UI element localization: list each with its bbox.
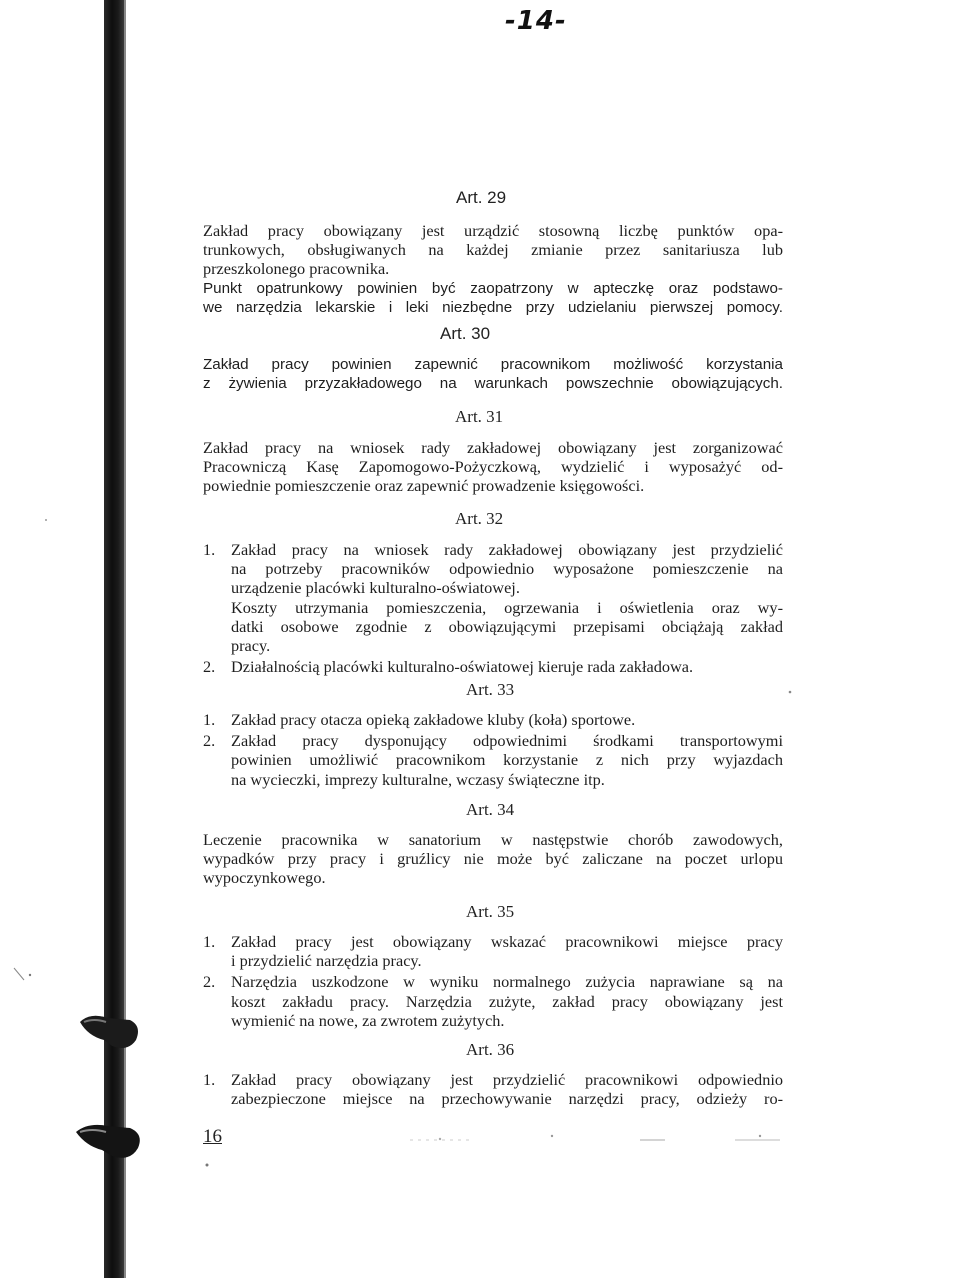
list-item	[203, 972, 783, 1030]
article-33-list	[203, 710, 783, 791]
text-line: Koszty utrzymania pomieszczenia, ogrzewania i oświetlenia oraz wy-	[231, 597, 783, 617]
text-line: Narzędzia uszkodzone w wyniku normalnego zużycia naprawiane są na	[231, 972, 783, 992]
article-heading: Art. 36	[466, 1040, 515, 1059]
text-line: Zakład pracy otacza opieką zakładowe kluby (koła) sportowe.	[231, 710, 636, 729]
text-line: pracy.	[231, 636, 271, 656]
list-item	[203, 932, 783, 970]
article-34-text	[203, 830, 783, 888]
list-item	[203, 710, 783, 729]
text-line: Pracowniczą Kasę Zapomogowo-Pożyczkową, wydzielić i wyposażyć od-	[203, 457, 783, 477]
article-29-text	[203, 221, 783, 279]
text-line: na wycieczki, imprezy kulturalne, wczasy świąteczne itp.	[231, 769, 605, 789]
text-line: przeszkolonego pracownika.	[203, 259, 390, 279]
text-line: Leczenie pracownika w sanatorium w następstwie chorób zawodowych,	[203, 830, 783, 849]
text-line: urządzenie placówki kulturalno-oświatowej.	[231, 578, 520, 598]
text-line: Zakład pracy jest obowiązany wskazać pracownikowi miejsce pracy	[231, 932, 783, 951]
article-35-list	[203, 932, 783, 1032]
article-heading: Art. 31	[455, 407, 504, 426]
text-line: Działalnością placówki kulturalno-oświatowej kieruje rada zakładowa.	[231, 657, 694, 677]
text-line: wypadków przy pracy i gruźlicy nie może być zaliczane na poczet urlopu	[203, 849, 783, 869]
article-36-list	[203, 1070, 783, 1110]
article-heading: Art. 29	[456, 188, 507, 207]
item-number: 1.	[203, 1070, 216, 1089]
text-line: Punkt opatrunkowy powinien być zaopatrzony w apteczkę oraz podstawo-	[203, 280, 783, 297]
text-line: Zakład pracy powinien zapewnić pracownikom możliwość korzystania	[203, 356, 783, 373]
article-heading: Art. 35	[466, 902, 515, 921]
item-number: 2.	[203, 972, 216, 992]
article-30-text	[203, 355, 783, 393]
article-32-list	[203, 540, 783, 678]
text-line: trunkowych, obsługiwanych na każdej zmianie przez sanitariusza lub	[203, 240, 783, 260]
text-line: datki osobowe zgodnie z obowiązującymi przepisami obciążają zakład	[231, 616, 783, 636]
text-line: wypoczynkowego.	[203, 868, 326, 888]
item-number: 1.	[203, 540, 216, 559]
article-heading: Art. 32	[455, 509, 504, 528]
list-item	[203, 731, 783, 789]
text-line: na potrzeby pracowników odpowiednio wyposażone pomieszczenie na	[231, 559, 783, 579]
text-line: Zakład pracy dysponujący odpowiednimi środkami transportowymi	[231, 731, 783, 751]
text-line: we narzędzia lekarskie i leki niezbędne przy udzielaniu pierwszej pomocy.	[203, 299, 783, 317]
list-item	[203, 1070, 783, 1108]
article-29-text-continued	[203, 279, 783, 317]
text-line: z żywienia przyzakładowego na warunkach powszechnie obowiązujących.	[203, 375, 783, 393]
item-number: 1.	[203, 710, 216, 729]
handwritten-page-mark: -14-	[505, 6, 567, 36]
item-number: 1.	[203, 932, 216, 951]
text-line: Zakład pracy obowiązany jest urządzić stosowną liczbę punktów opa-	[203, 221, 783, 240]
page-number: 16	[203, 1126, 222, 1147]
text-line: i przydzielić narzędzia pracy.	[231, 951, 422, 971]
article-heading: Art. 30	[440, 324, 491, 343]
text-line: Zakład pracy na wniosek rady zakładowej obowiązany jest zorganizować	[203, 438, 783, 457]
list-item	[203, 540, 783, 655]
text-line: Zakład pracy na wniosek rady zakładowej obowiązany jest przydzielić	[231, 540, 783, 559]
text-line: powinien umożliwić pracownikom korzystanie z nich przy wyjazdach	[231, 750, 783, 770]
item-number: 2.	[203, 731, 216, 751]
text-line: Zakład pracy obowiązany jest przydzielić pracownikowi odpowiednio	[231, 1070, 783, 1089]
article-31-text	[203, 438, 783, 496]
text-line: powiednie pomieszczenie oraz zapewnić prowadzenie księgowości.	[203, 476, 645, 496]
item-number: 2.	[203, 657, 216, 677]
text-line: koszt zakładu pracy. Narzędzia zużyte, zakład pracy obowiązany jest	[231, 991, 783, 1011]
article-heading: Art. 33	[466, 680, 515, 699]
text-line: zabezpieczone miejsce na przechowywanie narzędzi pracy, odzieży ro-	[231, 1089, 783, 1109]
text-line: wymienić na nowe, za zwrotem zużytych.	[231, 1010, 505, 1030]
article-heading: Art. 34	[466, 800, 515, 819]
list-item	[203, 657, 783, 676]
